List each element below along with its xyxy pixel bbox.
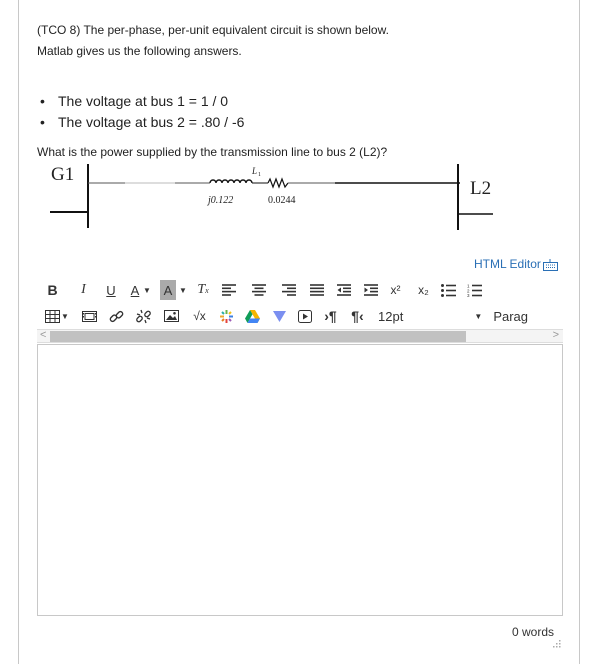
bus-label-g1: G1 xyxy=(51,164,75,185)
chevron-down-icon[interactable]: ▼ xyxy=(61,311,69,321)
chevron-down-icon[interactable]: ▼ xyxy=(143,285,151,295)
table-icon[interactable] xyxy=(44,306,61,326)
rtl-direction-icon[interactable]: ¶‹ xyxy=(351,308,364,324)
clear-formatting-icon[interactable]: T x xyxy=(197,282,209,297)
resize-grip-icon[interactable] xyxy=(551,640,561,648)
list-item: • The voltage at bus 1 = 1 / 0 xyxy=(40,93,229,109)
bullet-text-bus2: The voltage at bus 2 = .80 / -6 xyxy=(58,114,245,130)
keyboard-icon xyxy=(543,259,558,271)
font-size-select[interactable]: 12pt xyxy=(378,308,404,324)
vimeo-icon[interactable] xyxy=(271,306,288,326)
answer-editor-area[interactable] xyxy=(37,344,563,616)
unlink-icon[interactable] xyxy=(135,306,152,326)
svg-text:3: 3 xyxy=(467,292,470,298)
html-editor-label[interactable]: HTML Editor xyxy=(474,257,541,271)
list-item: • The voltage at bus 2 = .80 / -6 xyxy=(40,114,245,130)
question-line-2: Matlab gives us the following answers. xyxy=(37,44,242,58)
highlight-color-button[interactable]: A xyxy=(160,280,176,300)
word-count: 0 words xyxy=(512,625,555,639)
inductor-symbol xyxy=(210,180,252,183)
scrollbar-thumb[interactable] xyxy=(50,331,466,342)
align-right-icon[interactable] xyxy=(280,280,297,300)
html-editor-link[interactable] xyxy=(474,257,558,271)
bus-label-l2: L2 xyxy=(470,178,492,199)
inductor-label: L xyxy=(252,166,258,176)
editor-toolbar-row-1 xyxy=(44,279,483,301)
chevron-left-icon[interactable]: < xyxy=(40,329,47,341)
svg-text:2: 2 xyxy=(467,288,470,293)
media-embed-icon[interactable] xyxy=(81,306,98,326)
outdent-icon[interactable] xyxy=(335,280,352,300)
chevron-down-icon[interactable]: ▼ xyxy=(474,311,483,321)
resistance-label: 0.0244 xyxy=(268,195,296,206)
align-center-icon[interactable] xyxy=(250,280,267,300)
indent-icon[interactable] xyxy=(362,280,379,300)
ltr-direction-icon[interactable]: ›¶ xyxy=(324,308,337,324)
numbered-list-icon[interactable] xyxy=(466,280,483,300)
toolbar-scrollbar[interactable] xyxy=(37,329,563,343)
apps-plugin-icon[interactable] xyxy=(218,306,235,326)
answer-list xyxy=(40,92,244,134)
text-color-button[interactable]: A xyxy=(130,282,140,298)
paragraph-format-select[interactable]: Parag xyxy=(493,308,529,324)
resistor-symbol xyxy=(268,179,288,187)
subscript-button[interactable]: x₂ xyxy=(418,283,429,297)
superscript-button[interactable]: x² xyxy=(390,283,401,297)
equivalent-circuit-diagram xyxy=(45,158,515,233)
link-icon[interactable] xyxy=(108,306,125,326)
editor-toolbar-row-2 xyxy=(44,305,529,327)
svg-text:1: 1 xyxy=(467,283,470,288)
align-left-icon[interactable] xyxy=(220,280,237,300)
video-embed-icon[interactable] xyxy=(296,306,313,326)
question-prompt: What is the power supplied by the transmission line to bus 2 (L2)? xyxy=(37,145,388,159)
google-drive-icon[interactable] xyxy=(244,306,261,326)
bulleted-list-icon[interactable] xyxy=(440,280,457,300)
italic-button[interactable]: I xyxy=(81,282,86,297)
bullet-text-bus1: The voltage at bus 1 = 1 / 0 xyxy=(58,93,229,109)
math-equation-icon[interactable]: √x xyxy=(193,309,206,323)
chevron-down-icon[interactable]: ▼ xyxy=(179,285,187,295)
question-line-1: (TCO 8) The per-phase, per-unit equivalent circuit is shown below. xyxy=(37,23,389,37)
bold-button[interactable]: B xyxy=(47,282,58,298)
image-icon[interactable] xyxy=(163,306,180,326)
reactance-label: j0.122 xyxy=(208,195,234,206)
underline-button[interactable]: U xyxy=(106,282,116,298)
inductor-subscript: 1 xyxy=(258,172,261,178)
chevron-right-icon[interactable]: > xyxy=(552,329,559,341)
align-justify-icon[interactable] xyxy=(308,280,325,300)
